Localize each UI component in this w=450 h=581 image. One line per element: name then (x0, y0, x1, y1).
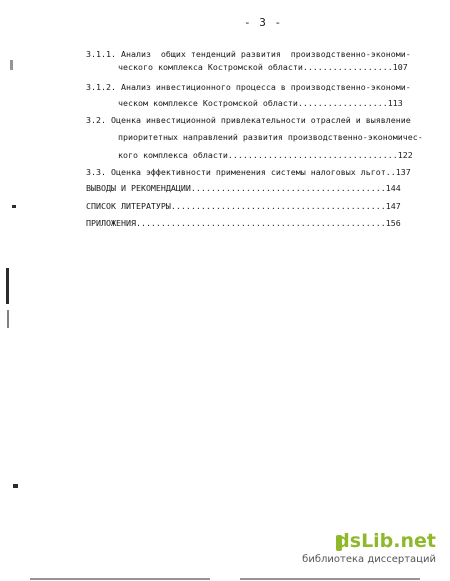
toc-line: ческом комплексе Костромской области..................113 (118, 98, 403, 108)
scan-mark (10, 60, 13, 70)
toc-line: 3.1.2. Анализ инвестиционного процесса в производственно-экономи- (86, 82, 411, 92)
toc-line: кого комплекса области..................................122 (118, 150, 413, 160)
toc-line: 3.3. Оценка эффективности применения системы налоговых льгот..137 (86, 167, 411, 177)
toc-line: ВЫВОДЫ И РЕКОМЕНДАЦИИ.......................................144 (86, 183, 401, 193)
scan-mark (240, 578, 420, 580)
watermark (302, 530, 436, 566)
toc-line: приоритетных направлений развития производственно-экономичес- (118, 132, 423, 142)
toc-line: СПИСОК ЛИТЕРАТУРЫ...........................................147 (86, 201, 401, 211)
scan-mark (30, 578, 210, 580)
toc-line: ческого комплекса Костромской области..................107 (118, 62, 408, 72)
toc-line: 3.2. Оценка инвестиционной привлекательности отраслей и выявление (86, 115, 411, 125)
scan-mark (12, 205, 16, 208)
watermark-logo: dsLib.net (336, 530, 436, 552)
scan-mark (6, 268, 9, 304)
scan-mark (13, 484, 18, 488)
watermark-subtitle: библиотека диссертаций (302, 554, 436, 565)
scan-mark (7, 310, 9, 328)
page-number: - 3 - (244, 16, 283, 29)
toc-line: 3.1.1. Анализ общих тенденций развития производственно-экономи- (86, 49, 411, 59)
toc-line: ПРИЛОЖЕНИЯ..................................................156 (86, 218, 401, 228)
